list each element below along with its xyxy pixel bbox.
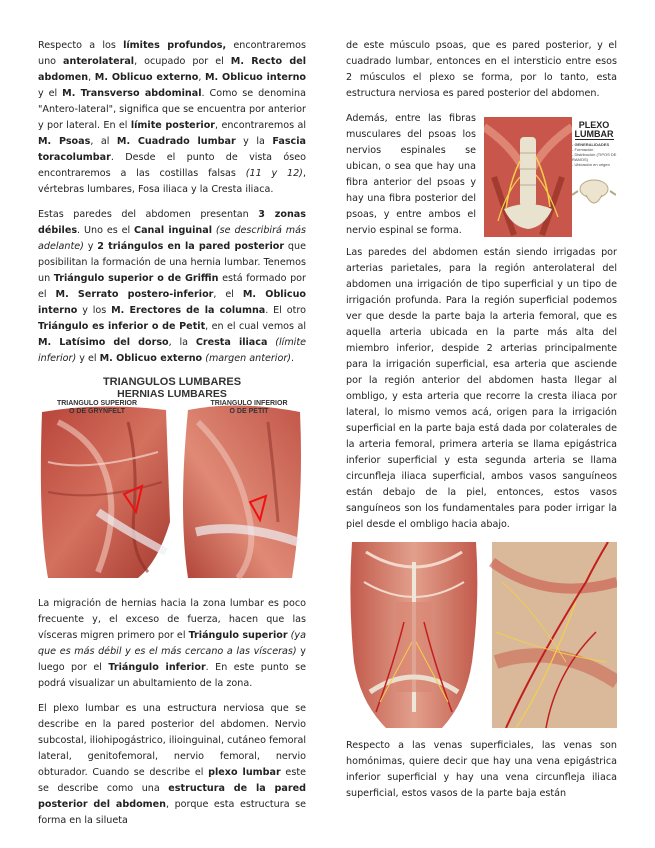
paragraph-zonas-debiles: Estas paredes del abdomen presentan 3 zonas débiles. Uno es el Canal inguinal (se describirá más adelante) y 2 triángulos en la pared posterior que posibilitan la formación de una hernia lumbar. Tenemos un Triángulo superior o de Griffin está formado por el M. Serrato postero-inferior, el M. Oblicuo interno y los M. Erectores de la columna. El otro Triángulo es inferior o de Petit, en el cual vemos al M. Latísimo del dorso, la Cresta iliaca (límite inferior) y el M. Oblicuo externo (margen anterior). bbox=[38, 209, 306, 364]
plexo-legend: - GENERALIDADES - Formación - Distribución (TIPOS DE RAMOS) - Ubicación en origen bbox=[572, 142, 617, 167]
paragraph-fibras: Además, entre las fibras musculares del psoas los nervios espinales se ubican, o sea que hay una fibra anterior del psoas y hay una fibra posterior del psoas, y entre ambos el nervio espinal se forma. bbox=[346, 113, 476, 236]
plexo-text bbox=[346, 111, 476, 239]
paragraph-limites-profundos: Respecto a los límites profundos, encontraremos uno anterolateral, ocupado por el M. Recto del abdomen, M. Oblicuo externo, M. Oblicuo interno y el M. Transverso abdominal. Como se denomina "Antero-lateral", significa que se encuentra por anterior y por lateral. En el límite posterior, encontraremos al M. Psoas, al M. Cuadrado lumbar y la Fascia toracolumbar. Desde el punto de vista óseo encontraremos a las costillas falsas (11 y 12), vértebras lumbares, Fosa iliaca y la Cresta iliaca. bbox=[38, 40, 306, 195]
abdominal-wall-vessels-figure bbox=[346, 542, 617, 728]
figure-title: TRIANGULOS LUMBARES bbox=[102, 376, 242, 388]
paragraph-irrigacion: Las paredes del abdomen están siendo irrigadas por arterias parietales, para la región anterolateral del abdomen una irrigación de tipo superficial y un tipo de irrigación profunda. Para la región superficial podemos ver que desde la parte baja la arteria femoral, que es aquella arteria ubicada en la parte más alta del miembro inferior, despide 2 arterias principalmente para la irrigación superficial, esa arteria que asciende por la región anterior del abdomen hasta llegar al ombligo, y esta arteria que recorre la cresta iliaca por lateral, lo mismo vemos acá, origen para la irrigación superficial en la parte baja está dada por colaterales de la arteria femoral, primera arteria se llama epigástrica inferior superficial y esta segunda arteria se llama circunfleja iliaca superficial, ambos vasos sanguíneos están debajo de la piel, entonces, estos vasos sanguíneos son los fundamentales para poder irrigar la piel desde el ombligo hacia abajo. bbox=[346, 247, 617, 530]
plexo-section bbox=[346, 111, 617, 245]
paragraph-hernias: La migración de hernias hacia la zona lumbar es poco frecuente y, el exceso de fuerza, hacen que las vísceras migren primero por el Triángulo superior (ya que es más débil y es el más cercano a las vísceras) y luego por el Triángulo inferior. En este punto se podrá visualizar un abultamiento de la zona. bbox=[38, 598, 306, 689]
plexo-lumbar-illustration bbox=[484, 117, 572, 237]
vertebra-icon bbox=[572, 175, 616, 215]
plexo-title: PLEXO LUMBAR bbox=[574, 120, 614, 139]
label-inferior-triangle: TRIANGULO INFERIOR O DE PETIT bbox=[210, 400, 288, 415]
abdominal-vessels-illustration bbox=[346, 542, 617, 728]
paragraph-venas: Respecto a las venas superficiales, las venas son homónimas, quiere decir que hay una vena epigástrica inferior superficial y hay una vena circunfleja iliaca superficial, estos vasos de la parte baja están bbox=[346, 740, 617, 799]
plexo-lumbar-figure bbox=[484, 117, 617, 237]
lumbar-triangles-illustration bbox=[38, 402, 306, 588]
right-column bbox=[346, 38, 617, 811]
paragraph-plexo-lumbar: El plexo lumbar es una estructura nerviosa que se describe en la pared posterior del abdomen. Nervio subcostal, iliohipogástrico, ilioinguinal, cutáneo femoral lateral, genitofemoral, nervio femoral, nervio obturador. Cuando se describe el plexo lumbar este se describe como una estructura de la pared posterior del abdomen, porque esta estructura se forma en la silueta bbox=[38, 703, 306, 826]
lumbar-triangles-figure bbox=[38, 376, 306, 588]
left-column bbox=[38, 38, 306, 838]
figure-subtitle: HERNIAS LUMBARES bbox=[117, 388, 227, 400]
paragraph-psoas: de este músculo psoas, que es pared posterior, y el cuadrado lumbar, entonces en el intersticio entre esos 2 músculos el plexo se forma, por lo tanto, esta estructura nerviosa es pared posterior del abdomen. bbox=[346, 40, 617, 99]
label-superior-triangle: TRIANGULO SUPERIOR O DE GRYNFELT bbox=[56, 400, 138, 415]
